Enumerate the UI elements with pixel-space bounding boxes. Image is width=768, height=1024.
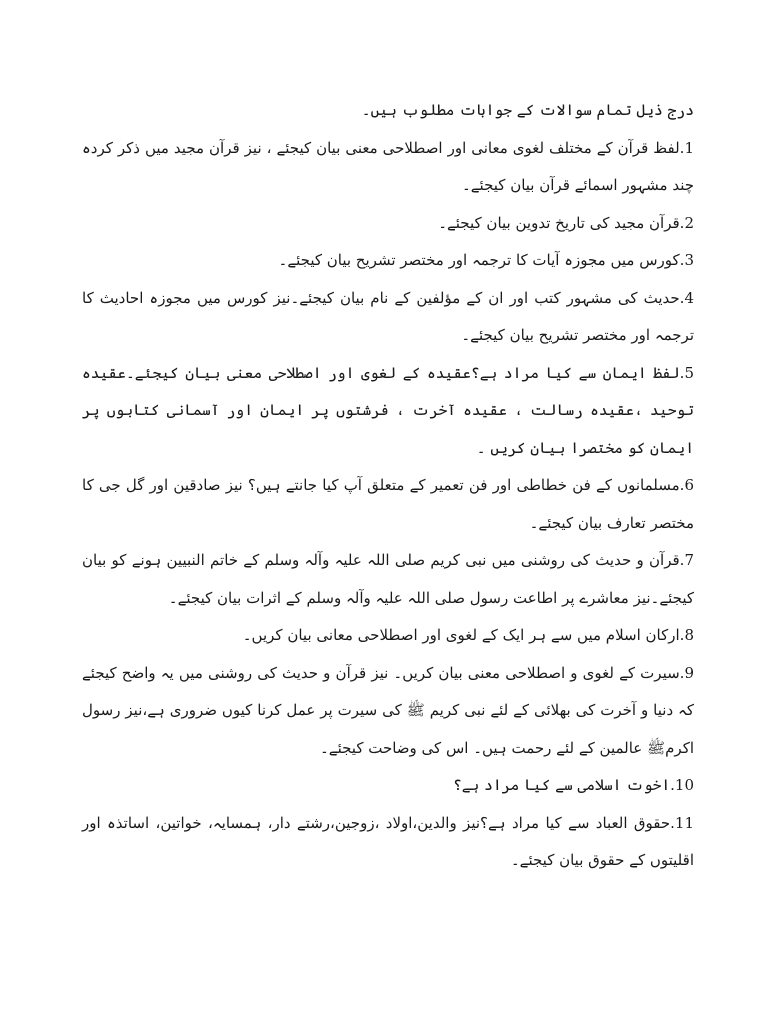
question-text: .قرآن مجید کی تاریخ تدوین بیان کیجئے۔ bbox=[438, 213, 685, 232]
question-6 bbox=[82, 467, 694, 542]
question-text: .حدیث کی مشہور کتب اور ان کے مؤلفین کے نام بیان کیجئے۔نیز کورس میں مجوزہ احادیث کا ترجمہ اور مختصر تشریح بیان کیجئے۔ bbox=[82, 288, 694, 344]
question-number: 5 bbox=[684, 363, 694, 382]
question-text: .مسلمانوں کے فن خطاطی اور فن تعمیر کے متعلق آپ کیا جانتے ہیں؟ نیز صادقین اور گل جی کا مختصر تعارف بیان کیجئے۔ bbox=[82, 476, 694, 532]
question-number: 11 bbox=[674, 813, 694, 832]
question-text: .کورس میں مجوزہ آیات کا ترجمہ اور مختصر تشریح بیان کیجئے۔ bbox=[278, 251, 685, 269]
question-number: 9 bbox=[684, 663, 694, 682]
question-text: .حقوق العباد سے کیا مراد ہے؟نیز والدین،اولاد ،زوجین،رشتے دار، ہمسایہ، خواتین، اساتذہ اور اقلیتوں کے حقوق بیان کیجئے۔ bbox=[82, 813, 694, 869]
question-7 bbox=[82, 542, 694, 617]
question-9 bbox=[82, 655, 694, 768]
question-text: .ارکان اسلام میں سے ہر ایک کے لغوی اور اصطلاحی معانی بیان کریں۔ bbox=[242, 626, 685, 644]
question-number: 7 bbox=[684, 551, 694, 569]
question-number: 8 bbox=[684, 626, 694, 644]
question-number: 6 bbox=[684, 476, 694, 494]
question-number: 3 bbox=[684, 251, 694, 269]
question-2 bbox=[82, 205, 694, 243]
question-text: .اخوت اسلامی سے کیا مراد ہے؟ bbox=[452, 776, 675, 794]
question-8 bbox=[82, 617, 694, 655]
question-4 bbox=[82, 280, 694, 355]
question-11 bbox=[82, 805, 694, 880]
question-number: 4 bbox=[684, 288, 694, 307]
intro-text: درج ذیل تمام سوالات کے جوابات مطلوب ہیں۔ bbox=[361, 101, 694, 119]
question-text: .لفظ ایمان سے کیا مراد ہے؟عقیدہ کے لغوی اور اصطلاحی معنی بیان کیجئے۔عقیدہ توحید ،عقیدہ رسالت ، عقیدہ آخرت ، فرشتوں پر ایمان اور آسمانی کتابوں پر ایمان کو مختصرا بیان کریں ۔ bbox=[82, 363, 694, 457]
question-number: 10 bbox=[674, 776, 694, 794]
question-text: .لفظ قرآن کے مختلف لغوی معانی اور اصطلاحی معنی بیان کیجئے ، نیز قرآن مجید میں ذکر کردہ چند مشہور اسمائے قرآن بیان کیجئے۔ bbox=[82, 138, 694, 194]
question-number: 2 bbox=[684, 213, 694, 232]
question-text: .سیرت کے لغوی و اصطلاحی معنی بیان کریں۔ نیز قرآن و حدیث کی روشنی میں یہ واضح کیجئے کہ دنیا و آخرت کی بھلائی کے لئے نبی کریم ﷺ کی سیرت پر عمل کرنا کیوں ضروری ہے،نیز رسول اکرمﷺ عالمین کے لئے رحمت ہیں۔ اس کی وضاحت کیجئے۔ bbox=[82, 663, 694, 757]
question-1 bbox=[82, 130, 694, 205]
question-10 bbox=[82, 767, 694, 805]
question-3 bbox=[82, 242, 694, 280]
question-text: .قرآن و حدیث کی روشنی میں نبی کریم صلی اللہ علیہ وآلہ وسلم کے خاتم النبیین ہونے کو بیان کیجئے۔نیز معاشرے پر اطاعت رسول صلی اللہ علیہ وآلہ وسلم کے اثرات بیان کیجئے۔ bbox=[82, 551, 694, 607]
question-5 bbox=[82, 355, 694, 468]
question-number: 1 bbox=[684, 138, 694, 157]
question-list bbox=[82, 92, 694, 880]
